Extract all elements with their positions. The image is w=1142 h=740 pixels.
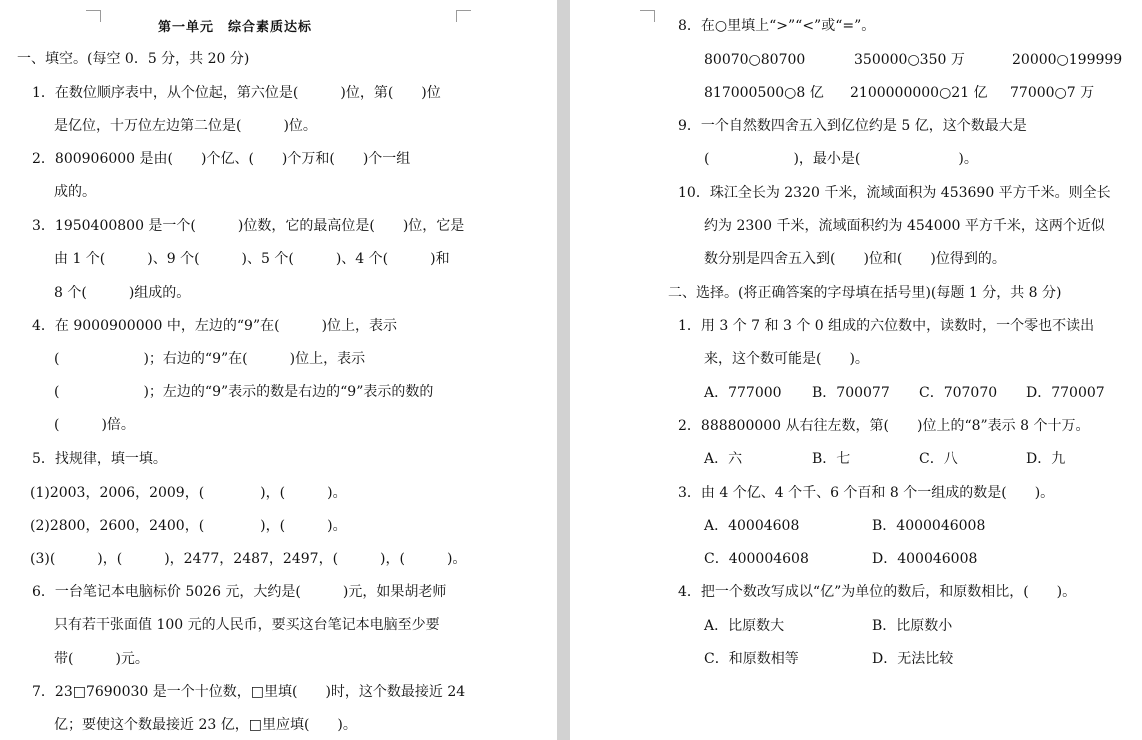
choice-option: D．九 bbox=[1026, 451, 1066, 467]
crop-mark bbox=[640, 10, 654, 11]
crop-mark bbox=[654, 10, 655, 22]
question-line: (3)( )，( )，2477，2487，2497，( )，( )。 bbox=[30, 551, 467, 567]
compare-item: 817000500○8 亿 bbox=[704, 85, 824, 101]
choice-option: B．4000046008 bbox=[872, 518, 986, 534]
question-line: 4．把一个数改写成以“亿”为单位的数后，和原数相比，( )。 bbox=[678, 584, 1077, 600]
question-line: 只有若干张面值 100 元的人民币，要买这台笔记本电脑至少要 bbox=[54, 617, 440, 633]
question-line: 2．888800000 从右往左数，第( )位上的“8”表示 8 个十万。 bbox=[678, 418, 1090, 434]
choice-option: A．777000 bbox=[704, 385, 782, 401]
crop-mark bbox=[456, 10, 457, 22]
question-line: 3．由 4 个亿、4 个千、6 个百和 8 个一组成的数是( )。 bbox=[678, 485, 1055, 501]
question-line: 7．23□7690030 是一个十位数，□里填( )时，这个数最接近 24 bbox=[32, 684, 466, 700]
question-line: 约为 2300 千米，流域面积约为 454000 平方千米，这两个近似 bbox=[704, 218, 1105, 234]
page-gutter bbox=[557, 0, 570, 740]
question-line: 亿；要使这个数最接近 23 亿，□里应填( )。 bbox=[54, 717, 357, 733]
choice-option: B．比原数小 bbox=[872, 618, 953, 634]
choice-option: A．比原数大 bbox=[704, 618, 785, 634]
question-line: 2．800906000 是由( )个亿、( )个万和( )个一组 bbox=[32, 151, 411, 167]
choice-option: D．无法比较 bbox=[872, 651, 954, 667]
question-line: 由 1 个( )、9 个( )、5 个( )、4 个( )和 bbox=[54, 251, 450, 267]
choice-option: B．700077 bbox=[812, 385, 890, 401]
choice-option: C．八 bbox=[919, 451, 958, 467]
question-line: 成的。 bbox=[54, 184, 96, 200]
compare-item: 77000○7 万 bbox=[1010, 85, 1095, 101]
compare-item: 350000○350 万 bbox=[854, 52, 965, 68]
choice-option: C．707070 bbox=[919, 385, 998, 401]
question-line: 1．用 3 个 7 和 3 个 0 组成的六位数中，读数时，一个零也不读出 bbox=[678, 318, 1095, 334]
question-line: ( )，最小是( )。 bbox=[704, 151, 978, 167]
question-line: (1)2003，2006，2009，( )，( )。 bbox=[30, 485, 347, 501]
crop-mark bbox=[457, 10, 471, 11]
choice-option: D．770007 bbox=[1026, 385, 1105, 401]
page-title: 第一单元 综合素质达标 bbox=[158, 20, 313, 35]
section-heading: 一、填空。(每空 0．5 分，共 20 分) bbox=[17, 51, 250, 67]
compare-item: 80070○80700 bbox=[704, 52, 806, 68]
question-line: 8 个( )组成的。 bbox=[54, 285, 191, 301]
document-page-left bbox=[0, 0, 557, 740]
section-heading: 二、选择。(将正确答案的字母填在括号里)(每题 1 分，共 8 分) bbox=[668, 285, 1062, 301]
choice-option: A．40004608 bbox=[704, 518, 800, 534]
choice-option: C．400004608 bbox=[704, 551, 809, 567]
question-line: 数分别是四舍五入到( )位和( )位得到的。 bbox=[704, 251, 1006, 267]
question-line: 4．在 9000900000 中，左边的“9”在( )位上，表示 bbox=[32, 318, 398, 334]
question-line: ( )；左边的“9”表示的数是右边的“9”表示的数的 bbox=[54, 384, 434, 400]
question-line: ( )倍。 bbox=[54, 417, 135, 433]
crop-mark bbox=[100, 10, 101, 22]
question-line: 9．一个自然数四舍五入到亿位约是 5 亿，这个数最大是 bbox=[678, 118, 1027, 134]
choice-option: C．和原数相等 bbox=[704, 651, 799, 667]
choice-option: D．400046008 bbox=[872, 551, 978, 567]
compare-item: 2100000000○21 亿 bbox=[850, 85, 988, 101]
choice-option: B．七 bbox=[812, 451, 851, 467]
question-line: 3．1950400800 是一个( )位数，它的最高位是( )位，它是 bbox=[32, 218, 465, 234]
question-line: 5．找规律，填一填。 bbox=[32, 451, 167, 467]
compare-item: 20000○199999 bbox=[1012, 52, 1123, 68]
question-line: 带( )元。 bbox=[54, 651, 149, 667]
crop-mark bbox=[86, 10, 100, 11]
question-line: 6．一台笔记本电脑标价 5026 元，大约是( )元，如果胡老师 bbox=[32, 584, 447, 600]
choice-option: A．六 bbox=[704, 451, 743, 467]
question-line: 是亿位，十万位左边第二位是( )位。 bbox=[54, 118, 317, 134]
question-line: (2)2800，2600，2400，( )，( )。 bbox=[30, 518, 347, 534]
question-line: 来，这个数可能是( )。 bbox=[704, 351, 869, 367]
question-line: 10．珠江全长为 2320 千米，流域面积为 453690 平方千米。则全长 bbox=[678, 185, 1111, 201]
question-line: 1．在数位顺序表中，从个位起，第六位是( )位，第( )位 bbox=[32, 85, 441, 101]
question-line: 8．在○里填上“>”“<”或“=”。 bbox=[678, 18, 876, 34]
question-line: ( )；右边的“9”在( )位上，表示 bbox=[54, 351, 366, 367]
document-page-right bbox=[570, 0, 1142, 740]
